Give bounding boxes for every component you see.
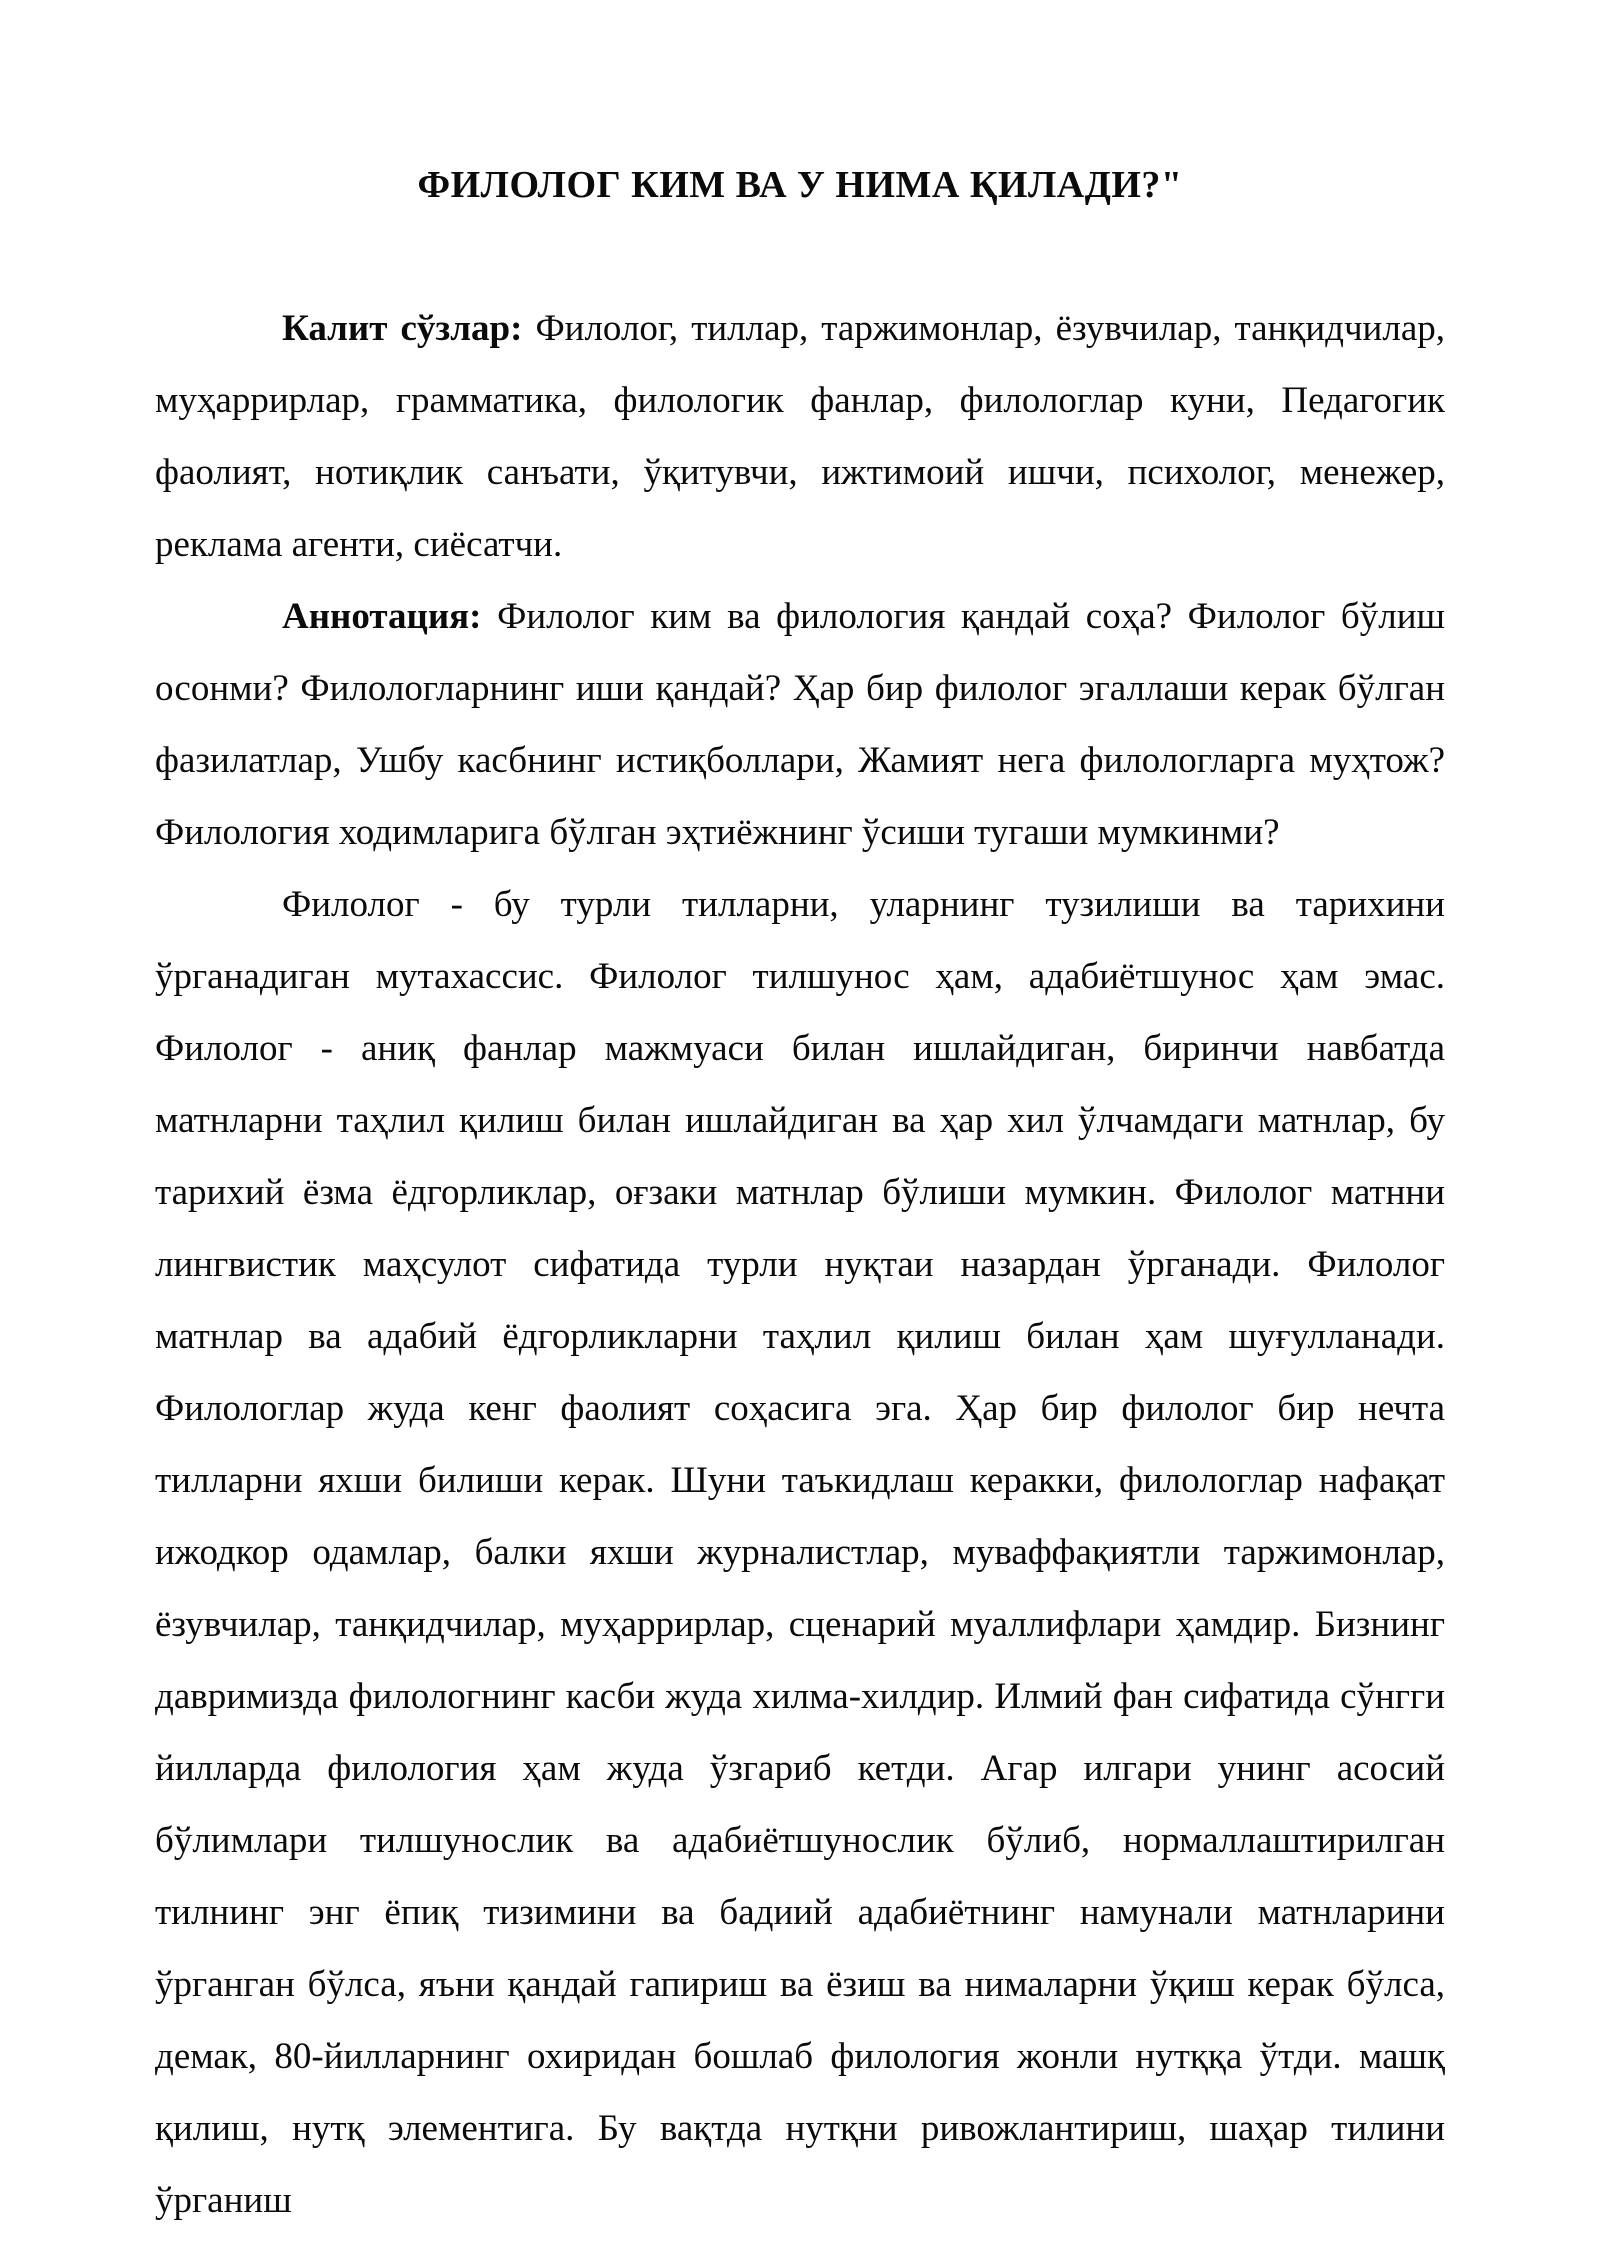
annotation-paragraph [155, 581, 1445, 869]
page-title: ФИЛОЛОГ КИМ ВА У НИМА ҚИЛАДИ?" [417, 164, 1183, 206]
keywords-paragraph [155, 293, 1445, 581]
annotation-text: Филолог ким ва филология қандай соҳа? Филолог бўлиш осонми? Филологларнинг иши қандай? Ҳар бир филолог эгаллаши керак бўлган фазилатлар, Ушбу касбнинг истиқболлари, Жамият нега филологларга муҳтож? Филология ходимларига бўлган эҳтиёжнинг ўсиши тугаши мумкинми? [155, 596, 1445, 853]
annotation-label: Аннотация: [282, 596, 482, 637]
keywords-label: Калит сўзлар: [282, 308, 523, 349]
keywords-text: Филолог, тиллар, таржимонлар, ёзувчилар, танқидчилар, муҳаррирлар, грамматика, филологик фанлар, филологлар куни, Педагогик фаолият, нотиқлик санъати, ўқитувчи, ижтимоий ишчи, психолог, менежер, реклама агенти, сиёсатчи. [155, 308, 1445, 565]
body-text: Филолог - бу турли тилларни, уларнинг тузилиши ва тарихини ўрганадиган мутахассис. Филолог тилшунос ҳам, адабиётшунос ҳам эмас. Филолог - аниқ фанлар мажмуаси билан ишлайдиган, биринчи навбатда матнларни таҳлил қилиш билан ишлайдиган ва ҳар хил ўлчамдаги матнлар, бу тарихий ёзма ёдгорликлар, оғзаки матнлар бўлиши мумкин. Филолог матнни лингвистик маҳсулот сифатида турли нуқтаи назардан ўрганади. Филолог матнлар ва адабий ёдгорликларни таҳлил қилиш билан ҳам шуғулланади. Филологлар жуда кенг фаолият соҳасига эга. Ҳар бир филолог бир нечта тилларни яхши билиши керак. Шуни таъкидлаш керакки, филологлар нафақат ижодкор одамлар, балки яхши журналистлар, муваффақиятли таржимонлар, ёзувчилар, танқидчилар, муҳаррирлар, сценарий муаллифлари ҳамдир. Бизнинг давримизда филологнинг касби жуда хилма-хилдир. Илмий фан сифатида сўнгги йилларда филология ҳам жуда ўзгариб кетди. Агар илгари унинг асосий бўлимлари тилшунослик ва адабиётшунослик бўлиб, нормаллаштирилган тилнинг энг ёпиқ тизимини ва бадиий адабиётнинг намунали матнларини ўрганган бўлса, яъни қандай гапириш ва ёзиш ва нималарни ўқиш керак бўлса, демак, 80-йилларнинг охиридан бошлаб филология жонли нутққа ўтди. машқ қилиш, нутқ элементига. Бу вақтда нутқни ривожлантириш, шаҳар тилини ўрганиш [155, 884, 1445, 2221]
body-paragraph [155, 869, 1445, 2237]
